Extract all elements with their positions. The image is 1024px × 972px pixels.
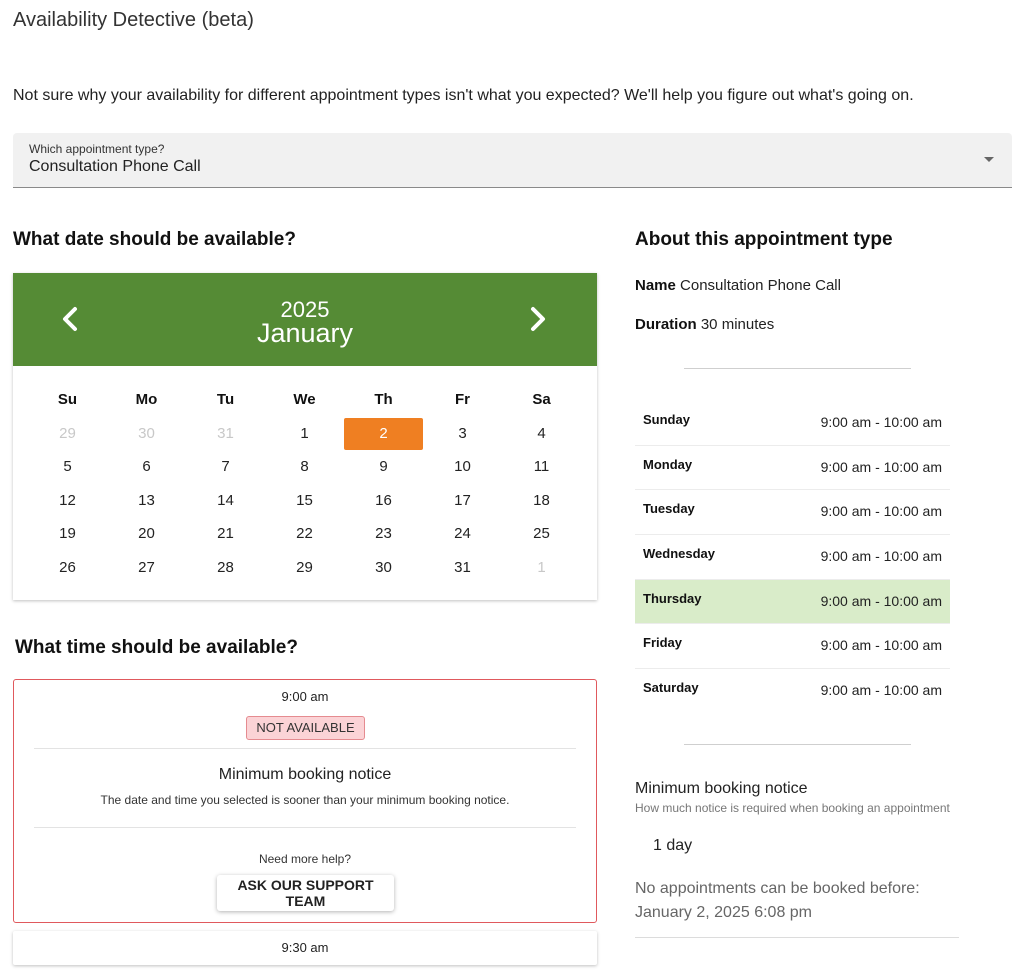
calendar-day-number: 17	[454, 491, 471, 509]
hours-day: Monday	[643, 456, 693, 472]
calendar-day[interactable]	[502, 518, 581, 552]
calendar-day[interactable]	[107, 484, 186, 518]
time-slot-card[interactable]: 9:30 am	[13, 931, 597, 965]
calendar-day-selected[interactable]	[344, 417, 423, 451]
hours-range: 9:00 am - 10:00 am	[820, 503, 942, 520]
name-value: Consultation Phone Call	[680, 277, 841, 294]
help-text: Need more help?	[258, 852, 352, 866]
hours-range: 9:00 am - 10:00 am	[820, 637, 942, 654]
calendar-day-number: 28	[217, 558, 234, 576]
calendar-day[interactable]	[344, 451, 423, 485]
calendar-day[interactable]	[186, 484, 265, 518]
calendar-day[interactable]	[423, 484, 502, 518]
calendar-day-number: 5	[63, 458, 72, 476]
appointment-name-row	[635, 277, 841, 294]
calendar-day[interactable]	[502, 484, 581, 518]
calendar-day[interactable]	[265, 417, 344, 451]
calendar-day-number: 19	[59, 525, 76, 543]
hours-day: Friday	[643, 635, 683, 651]
calendar-day[interactable]	[265, 484, 344, 518]
hours-range: 9:00 am - 10:00 am	[820, 548, 942, 565]
calendar-day[interactable]	[423, 551, 502, 585]
calendar-day[interactable]	[186, 451, 265, 485]
calendar-day[interactable]	[107, 451, 186, 485]
status-badge: NOT AVAILABLE	[246, 716, 365, 740]
reason-title: Minimum booking notice	[218, 766, 392, 783]
hours-row-tuesday	[635, 490, 950, 535]
divider	[684, 744, 911, 745]
weekday-header: Fr	[455, 391, 470, 408]
hours-day: Wednesday	[643, 546, 716, 562]
calendar-day[interactable]	[107, 417, 186, 451]
appointment-duration-row	[635, 316, 774, 333]
name-label: Name	[635, 277, 676, 294]
hours-row-sunday	[635, 401, 950, 446]
calendar-day-number: 21	[217, 525, 234, 543]
calendar-day-number: 2	[344, 418, 423, 450]
hours-row-monday	[635, 446, 950, 491]
calendar-day[interactable]	[423, 451, 502, 485]
calendar-day-number: 29	[296, 558, 313, 576]
next-month-button[interactable]	[518, 301, 558, 337]
min-notice-title: Minimum booking notice	[635, 780, 808, 797]
appointment-type-select[interactable]	[13, 133, 1012, 188]
weekday-header: We	[293, 391, 316, 408]
calendar-day-number: 16	[375, 491, 392, 509]
calendar-day[interactable]	[344, 518, 423, 552]
min-notice-subtitle: How much notice is required when booking an appointment	[635, 801, 950, 815]
calendar-day-number: 26	[59, 558, 76, 576]
hours-day: Saturday	[643, 680, 699, 696]
calendar-day[interactable]	[107, 551, 186, 585]
calendar-day[interactable]	[28, 451, 107, 485]
weekday-header: Su	[57, 391, 78, 408]
calendar-day[interactable]	[265, 518, 344, 552]
calendar-day[interactable]	[265, 551, 344, 585]
calendar-day[interactable]	[502, 551, 581, 585]
time-section-title: What time should be available?	[15, 637, 298, 658]
calendar-day-number: 20	[138, 525, 155, 543]
divider	[34, 827, 576, 828]
calendar-day-number: 9	[379, 458, 388, 476]
calendar-day-number: 24	[454, 525, 471, 543]
divider	[684, 368, 911, 369]
duration-label: Duration	[635, 316, 697, 333]
calendar-day-number: 13	[138, 491, 155, 509]
calendar-day-number: 29	[59, 424, 76, 442]
calendar-day-number: 22	[296, 525, 313, 543]
calendar-day-number: 10	[454, 458, 471, 476]
calendar-year: 2025	[280, 297, 330, 322]
weekday-header: Sa	[532, 391, 551, 408]
calendar-day[interactable]	[344, 484, 423, 518]
calendar-header	[13, 273, 597, 366]
hours-row-wednesday	[635, 535, 950, 580]
time-slot-time: 9:00 am	[281, 689, 329, 704]
time-slot-card-selected	[13, 679, 597, 923]
weekday-header: Mo	[135, 391, 158, 408]
weekly-hours-table	[635, 401, 950, 714]
calendar-day-number: 30	[138, 424, 155, 442]
calendar-day[interactable]	[28, 551, 107, 585]
calendar-day-number: 3	[458, 424, 467, 442]
about-section-title: About this appointment type	[635, 229, 893, 250]
calendar-day-number: 27	[138, 558, 155, 576]
caret-down-icon	[984, 157, 994, 162]
calendar-day[interactable]	[28, 518, 107, 552]
hours-row-friday	[635, 624, 950, 669]
min-notice-note: No appointments can be booked before: January 2, 2025 6:08 pm	[635, 880, 920, 921]
calendar-day-number: 18	[533, 491, 550, 509]
hours-row-thursday	[635, 580, 950, 625]
calendar-day-number: 15	[296, 491, 313, 509]
hours-range: 9:00 am - 10:00 am	[820, 592, 942, 609]
calendar-day[interactable]	[107, 518, 186, 552]
calendar-day-number: 14	[217, 491, 234, 509]
hours-row-saturday	[635, 669, 950, 714]
chevron-right-icon	[529, 306, 547, 332]
calendar-day-number: 4	[537, 424, 546, 442]
intro-text: Not sure why your availability for different appointment types isn't what you expected? We'll help you figure out what's going on.	[13, 87, 914, 104]
calendar-month: January	[256, 318, 354, 348]
calendar-day[interactable]	[344, 551, 423, 585]
hours-day: Thursday	[643, 590, 702, 606]
reason-description: The date and time you selected is sooner than your minimum booking notice.	[100, 793, 510, 807]
calendar-grid	[13, 383, 597, 585]
calendar-day-number: 31	[454, 558, 471, 576]
select-value: Consultation Phone Call	[29, 158, 201, 175]
page-title: Availability Detective (beta)	[13, 9, 254, 31]
calendar	[13, 273, 597, 600]
duration-value: 30 minutes	[700, 316, 775, 333]
calendar-day-number: 31	[217, 424, 234, 442]
ask-support-button[interactable]: ASK OUR SUPPORT TEAM	[217, 875, 394, 911]
calendar-day-number: 12	[59, 491, 76, 509]
calendar-day[interactable]	[186, 551, 265, 585]
divider	[34, 748, 576, 749]
calendar-day-number: 25	[533, 525, 550, 543]
calendar-day-number: 6	[142, 458, 151, 476]
calendar-day[interactable]	[186, 417, 265, 451]
calendar-day-number: 8	[300, 458, 309, 476]
calendar-day-number: 23	[375, 525, 392, 543]
calendar-day[interactable]	[423, 417, 502, 451]
calendar-day[interactable]	[28, 417, 107, 451]
calendar-day-number: 7	[221, 458, 230, 476]
hours-range: 9:00 am - 10:00 am	[820, 458, 942, 475]
calendar-day[interactable]	[28, 484, 107, 518]
date-section-title: What date should be available?	[13, 229, 296, 250]
calendar-day[interactable]	[265, 451, 344, 485]
calendar-day[interactable]	[502, 417, 581, 451]
calendar-day-number: 1	[537, 558, 546, 576]
calendar-day-number: 1	[300, 424, 309, 442]
hours-day: Sunday	[643, 412, 690, 427]
hours-range: 9:00 am - 10:00 am	[820, 682, 942, 699]
select-label: Which appointment type?	[29, 142, 165, 156]
divider	[635, 937, 959, 938]
calendar-day[interactable]	[502, 451, 581, 485]
calendar-day[interactable]	[186, 518, 265, 552]
calendar-day[interactable]	[423, 518, 502, 552]
hours-day: Tuesday	[643, 501, 695, 517]
weekday-header: Th	[374, 391, 393, 408]
weekday-header: Tu	[216, 391, 235, 408]
calendar-day-number: 30	[375, 558, 392, 576]
hours-range: 9:00 am - 10:00 am	[820, 414, 942, 430]
calendar-day-number: 11	[533, 458, 550, 476]
min-notice-value: 1 day	[653, 837, 693, 854]
